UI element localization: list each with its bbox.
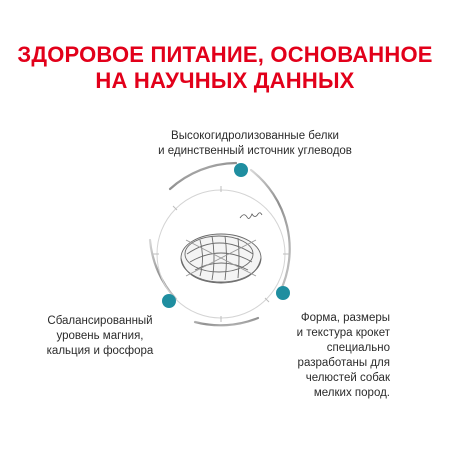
feature-right-line-1: Форма, размеры xyxy=(300,312,390,324)
headline-line-1: ЗДОРОВОЕ ПИТАНИЕ, ОСНОВАННОЕ xyxy=(17,42,433,67)
feature-right-line-6: мелких пород. xyxy=(313,387,390,399)
feature-left-line-3: кальция и фосфора xyxy=(46,345,154,357)
headline-line-2: НА НАУЧНЫХ ДАННЫХ xyxy=(95,68,355,93)
feature-left-line-2: уровень магния, xyxy=(56,330,144,342)
feature-right-line-2: и текстура крокет xyxy=(296,327,390,339)
signature-scribble xyxy=(240,213,262,219)
feature-top-line-1: Высокогидролизованные белки xyxy=(171,130,339,142)
feature-right-line-5: челюстей собак xyxy=(305,372,390,384)
accent-dot-left xyxy=(162,294,176,308)
accent-dot-top xyxy=(234,163,248,177)
feature-right-line-4: разработаны для xyxy=(297,357,390,369)
feature-top-line-2: и единственный источник углеводов xyxy=(158,145,352,157)
kibble-icon xyxy=(181,234,261,283)
feature-left-line-1: Сбалансированный xyxy=(47,315,153,327)
feature-right-line-3: специально xyxy=(326,342,390,354)
accent-dot-right xyxy=(276,286,290,300)
